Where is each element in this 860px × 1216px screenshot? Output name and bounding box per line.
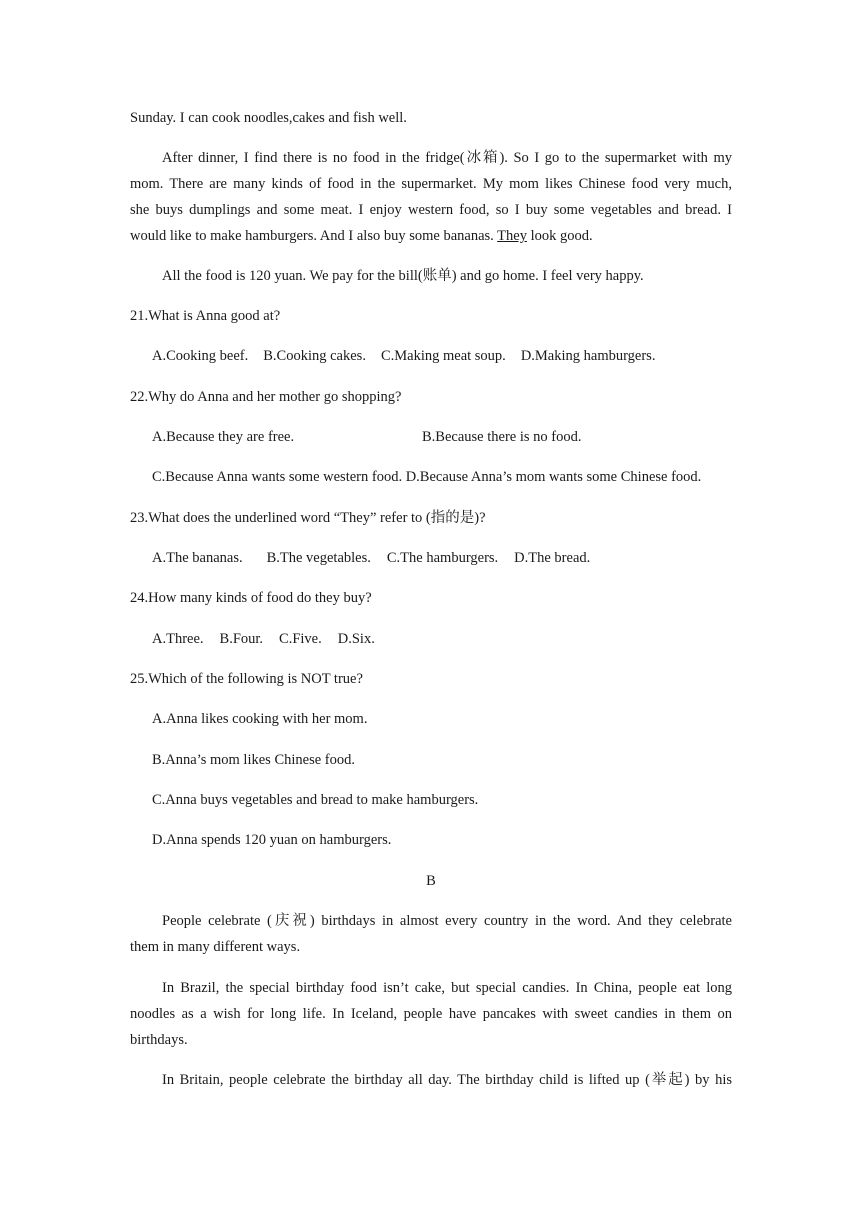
question-25-option-d: D.Anna spends 120 yuan on hamburgers.	[152, 832, 392, 848]
option-a: A.The bananas.	[152, 550, 243, 566]
question-22-options-cd: C.Because Anna wants some western food. D.Because Anna’s mom wants some Chinese food.	[152, 469, 702, 485]
question-22: 22.Why do Anna and her mother go shopping?	[130, 389, 402, 405]
question-24-options	[152, 626, 375, 652]
option-d: D.The bread.	[514, 550, 591, 566]
passage-a-line: mom. There are many kinds of food in the supermarket. My mom likes Chinese food very much,	[130, 176, 732, 192]
option-b: B.The vegetables.	[266, 550, 371, 566]
question-25-option-a: A.Anna likes cooking with her mom.	[152, 711, 368, 727]
question-21-options	[152, 343, 655, 369]
option-d: D.Making hamburgers.	[520, 348, 656, 364]
option-a: A.Three.	[152, 631, 204, 647]
question-23: 23.What does the underlined word “They” refer to (指的是)?	[130, 510, 486, 526]
passage-a-line: she buys dumplings and some meat. I enjoy western food, so I buy some vegetables and bread. I	[130, 202, 732, 218]
question-22-option-b: B.Because there is no food.	[422, 429, 582, 445]
option-a: A.Cooking beef.	[152, 348, 249, 364]
option-c: C.Five.	[279, 631, 322, 647]
passage-b-line: In Britain, people celebrate the birthday all day. The birthday child is lifted up (举起) by his	[162, 1072, 732, 1088]
option-b: B.Four.	[219, 631, 264, 647]
passage-a-line	[130, 223, 593, 249]
passage-b-line: birthdays.	[130, 1032, 188, 1048]
passage-a-text: would like to make hamburgers. And I also buy some bananas.	[130, 228, 494, 244]
section-heading: B	[426, 873, 436, 889]
option-c: C.Making meat soup.	[380, 348, 506, 364]
passage-a-line: All the food is 120 yuan. We pay for the bill(账单) and go home. I feel very happy.	[162, 268, 644, 284]
question-23-options	[152, 545, 590, 571]
passage-a-line: Sunday. I can cook noodles,cakes and fish well.	[130, 110, 407, 126]
question-22-option-a: A.Because they are free.	[152, 429, 295, 445]
question-24: 24.How many kinds of food do they buy?	[130, 590, 372, 606]
underlined-word: They	[497, 228, 527, 244]
option-d: D.Six.	[337, 631, 375, 647]
question-25-option-b: B.Anna’s mom likes Chinese food.	[152, 752, 355, 768]
passage-b-line: them in many different ways.	[130, 939, 301, 955]
passage-b-line: People celebrate (庆祝) birthdays in almost every country in the word. And they celebrate	[162, 913, 732, 929]
question-25-option-c: C.Anna buys vegetables and bread to make hamburgers.	[152, 792, 479, 808]
passage-a-line: After dinner, I find there is no food in the fridge(冰箱). So I go to the supermarket with my	[162, 150, 732, 166]
passage-a-text: look good.	[530, 228, 593, 244]
option-b: B.Cooking cakes.	[263, 348, 366, 364]
question-25: 25.Which of the following is NOT true?	[130, 671, 363, 687]
passage-b-line: noodles as a wish for long life. In Iceland, people have pancakes with sweet candies in them on	[130, 1006, 732, 1022]
option-c: C.The hamburgers.	[386, 550, 499, 566]
passage-b-line: In Brazil, the special birthday food isn’t cake, but special candies. In China, people eat long	[162, 980, 732, 996]
question-21: 21.What is Anna good at?	[130, 308, 281, 324]
